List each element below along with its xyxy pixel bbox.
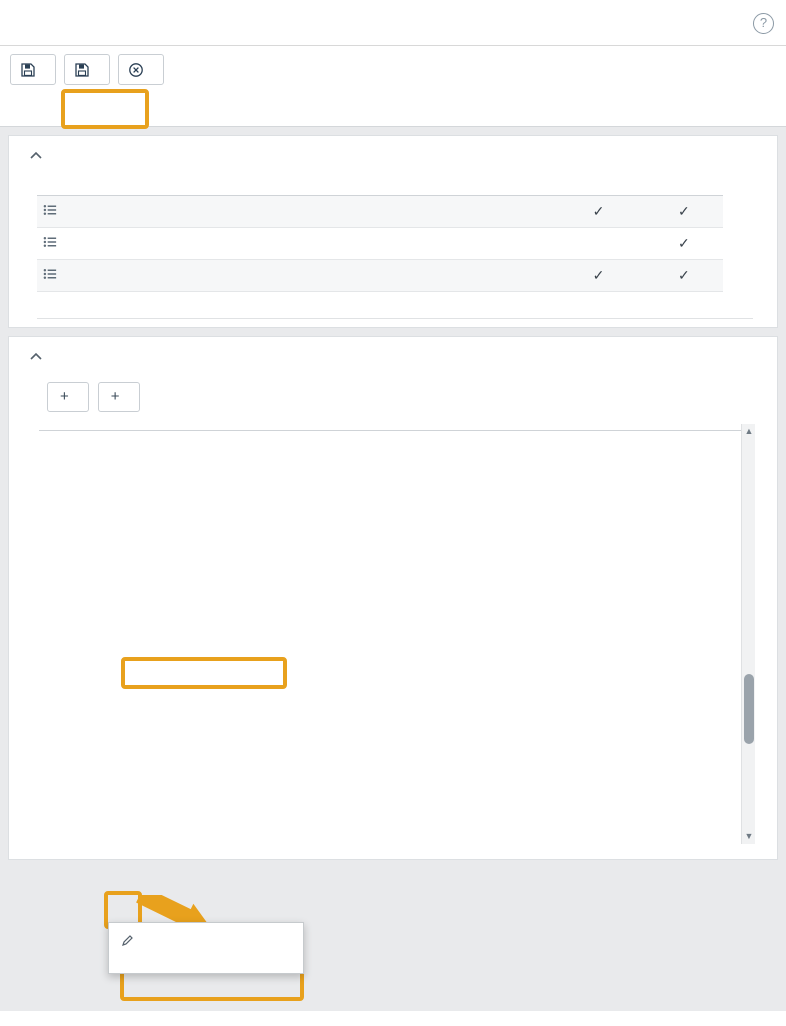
new-user-defined-field-button[interactable] [98,382,140,412]
sections-fields-header[interactable] [9,347,777,366]
grid-scrollbar[interactable] [741,424,755,844]
save-icon [20,62,36,78]
tab-general[interactable] [10,97,34,126]
divider [37,318,753,319]
row-grip[interactable] [37,228,73,260]
col-field-name [73,185,185,196]
header-section-header[interactable] [9,146,777,165]
cancel-button[interactable] [118,54,164,85]
drag-handle-icon [43,268,58,280]
field-name-cell [73,228,185,260]
header-fields-table [37,185,723,292]
available-values-cell [368,228,552,260]
table-row[interactable] [37,228,723,260]
table-row[interactable] [37,260,723,292]
plus-icon: + [110,388,120,405]
tab-insights[interactable] [58,97,82,126]
default-value-cell [184,260,368,292]
save-button[interactable] [64,54,110,85]
available-values-cell [368,196,552,228]
col-available-list [368,185,552,196]
context-menu-item-make-field-visible[interactable] [109,955,303,969]
drag-handle-icon [43,204,58,216]
tab-bar [0,91,786,127]
table-row[interactable] [37,196,723,228]
help-circle-icon[interactable]: ? [753,13,774,34]
available-values-cell [368,260,552,292]
grid-header-row [39,424,755,431]
context-menu-item-edit-field[interactable] [109,927,303,955]
col-visible [645,185,723,196]
grid-rows [39,431,755,851]
content-area [0,127,786,1011]
required-check: ✓ [552,260,645,292]
chevron-up-icon [29,149,43,163]
visible-check: ✓ [645,260,723,292]
pencil-icon [121,934,135,948]
required-check [552,228,645,260]
visible-check: ✓ [645,196,723,228]
row-grip[interactable] [37,260,73,292]
header-section-description [9,165,777,171]
tab-details[interactable] [34,97,58,126]
field-name-cell [73,260,185,292]
header-section-card [8,135,778,328]
scroll-up-icon[interactable]: ▲ [744,426,754,436]
save-icon [74,62,90,78]
drag-handle-icon [43,236,58,248]
plus-icon: + [60,388,69,405]
required-check: ✓ [552,196,645,228]
field-context-menu [108,922,304,974]
scroll-down-icon[interactable]: ▼ [744,831,754,841]
visible-check: ✓ [645,228,723,260]
field-name-cell [73,196,185,228]
cancel-icon [128,62,144,78]
save-and-close-button[interactable] [10,54,56,85]
toolbar [0,46,786,91]
scrollbar-thumb[interactable] [744,674,754,744]
new-section-button[interactable] [47,382,89,412]
sections-fields-card [8,336,778,860]
chevron-up-icon [29,350,43,364]
table-header-row [37,185,723,196]
sections-fields-grid [39,424,755,851]
window-header [0,0,786,46]
col-required [552,185,645,196]
row-grip[interactable] [37,196,73,228]
col-default-value [184,185,368,196]
sections-fields-actions [9,372,777,418]
default-value-cell [184,196,368,228]
default-value-cell [184,228,368,260]
